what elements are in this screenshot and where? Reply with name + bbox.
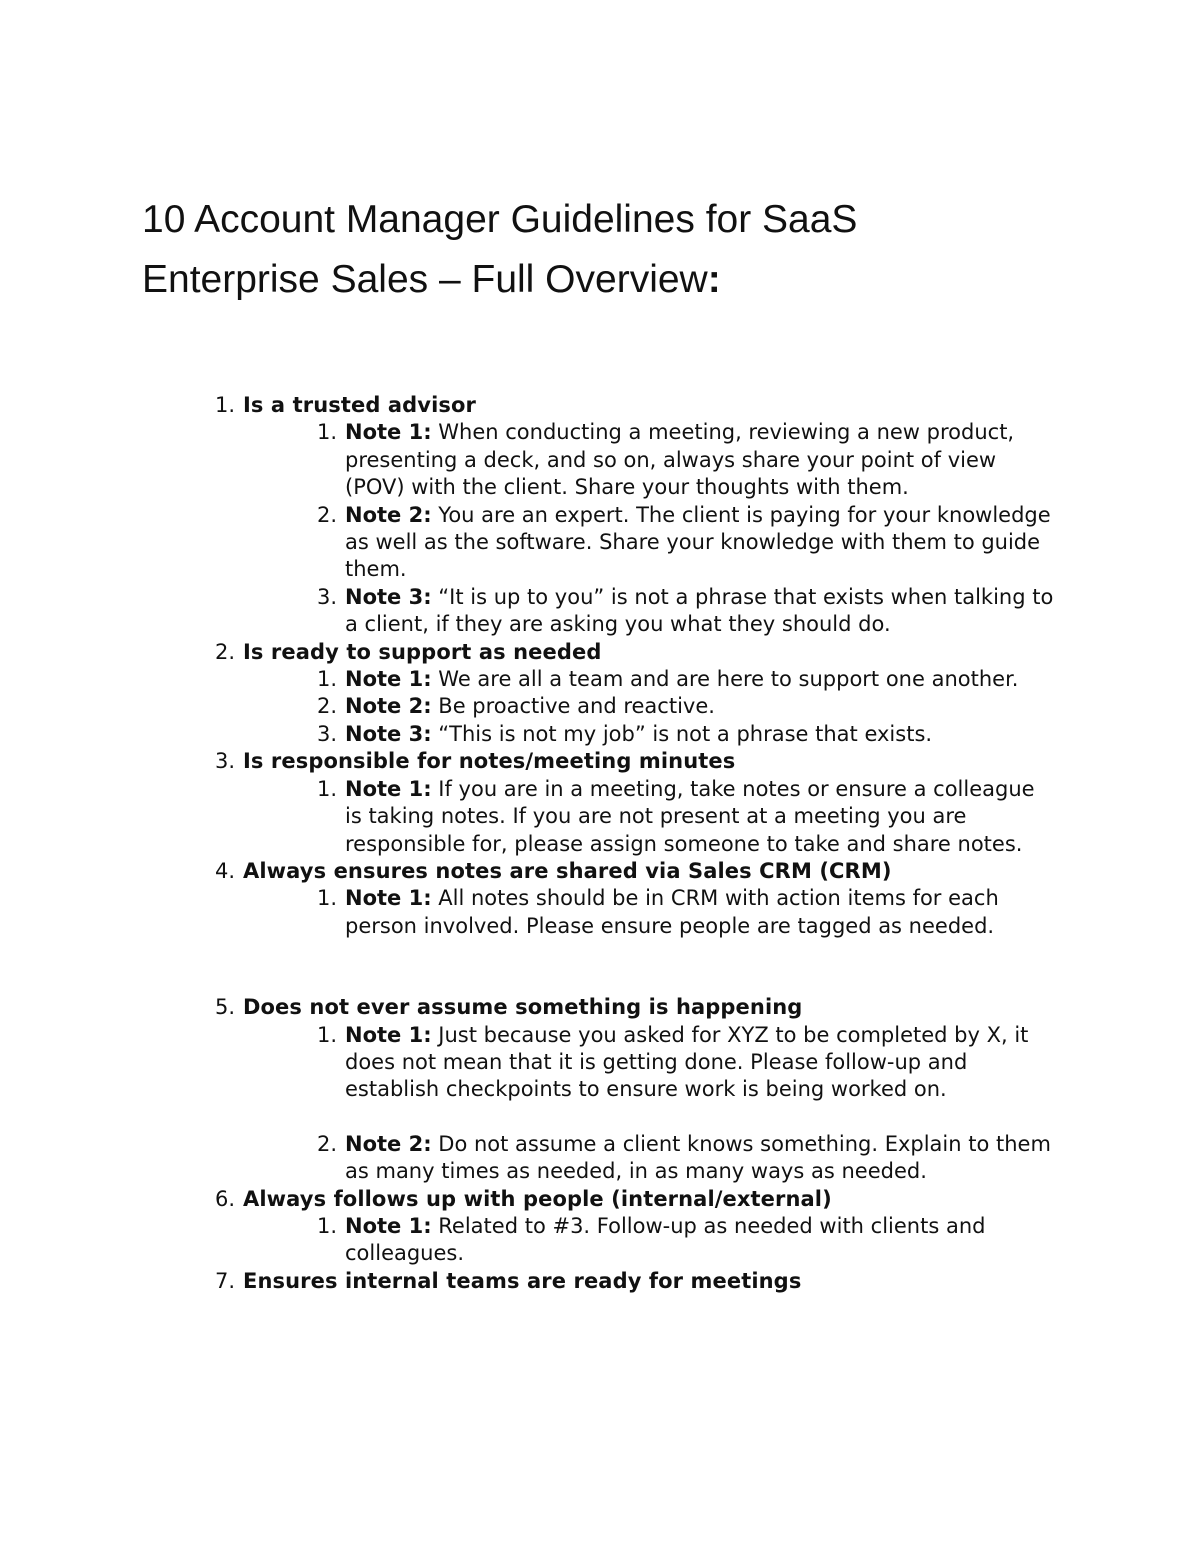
guideline-heading: Ensures internal teams are ready for meetings bbox=[243, 1268, 802, 1293]
note-number: 1. bbox=[316, 776, 337, 801]
guideline-note bbox=[0, 419, 1055, 501]
note-label: Note 1: bbox=[345, 886, 432, 911]
note-number: 2. bbox=[316, 694, 337, 719]
title-line-2: Enterprise Sales – Full Overview bbox=[142, 258, 708, 301]
guideline-item bbox=[0, 748, 1200, 775]
note-text: All notes should be in CRM with action items for each person involved. Please ensure people are tagged as needed. bbox=[345, 886, 999, 938]
note-number: 3. bbox=[316, 721, 337, 746]
guideline-item bbox=[0, 392, 1200, 419]
guideline-note bbox=[0, 776, 1055, 858]
note-label: Note 1: bbox=[345, 1022, 432, 1047]
note-number: 2. bbox=[316, 1131, 337, 1156]
note-label: Note 1: bbox=[345, 1213, 432, 1238]
guideline-number: 2. bbox=[214, 639, 235, 664]
note-label: Note 2: bbox=[345, 694, 432, 719]
note-number: 1. bbox=[316, 667, 337, 692]
guideline-item bbox=[0, 858, 1200, 885]
guideline-heading: Is a trusted advisor bbox=[243, 393, 476, 417]
guideline-note bbox=[0, 693, 1055, 720]
note-label: Note 3: bbox=[345, 721, 432, 746]
note-label: Note 1: bbox=[345, 420, 432, 445]
guideline-note bbox=[0, 1022, 1055, 1104]
note-number: 1. bbox=[316, 1022, 337, 1047]
note-number: 3. bbox=[316, 584, 337, 609]
guideline-note bbox=[0, 885, 1055, 940]
guideline-number: 6. bbox=[214, 1186, 235, 1211]
note-text: Just because you asked for XYZ to be completed by X, it does not mean that it is getting done. Please follow-up and establish checkpoints to ensure work is being worked on. bbox=[345, 1022, 1029, 1102]
guideline-item bbox=[0, 994, 1200, 1021]
guideline-note bbox=[0, 1131, 1055, 1186]
guideline-heading: Is ready to support as needed bbox=[243, 639, 602, 664]
note-text: We are all a team and are here to support one another. bbox=[431, 667, 1019, 692]
note-text: Do not assume a client knows something. Explain to them as many times as needed, in as many ways as needed. bbox=[345, 1131, 1051, 1184]
guideline-item bbox=[0, 1268, 1200, 1295]
guideline-heading: Does not ever assume something is happening bbox=[243, 995, 803, 1020]
guideline-item bbox=[0, 1186, 1200, 1213]
note-label: Note 1: bbox=[345, 776, 432, 801]
note-text: Be proactive and reactive. bbox=[431, 694, 715, 719]
note-label: Note 3: bbox=[345, 584, 432, 609]
guideline-note bbox=[0, 584, 1055, 639]
note-label: Note 2: bbox=[345, 1131, 432, 1156]
note-text: Related to #3. Follow-up as needed with clients and colleagues. bbox=[345, 1213, 986, 1266]
spacer bbox=[0, 1104, 1200, 1131]
note-text: When conducting a meeting, reviewing a new product, presenting a deck, and so on, always share your point of view (POV) with the client. Share your thoughts with them. bbox=[345, 420, 1015, 500]
note-label: Note 1: bbox=[345, 667, 432, 692]
note-text: You are an expert. The client is paying for your knowledge as well as the software. Share your knowledge with them to guide them. bbox=[345, 502, 1051, 582]
guideline-number: 1. bbox=[214, 393, 235, 417]
guideline-item bbox=[0, 639, 1200, 666]
guideline-heading: Always follows up with people (internal/external) bbox=[243, 1186, 832, 1211]
spacer bbox=[0, 940, 1200, 994]
guideline-note bbox=[0, 721, 1055, 748]
note-number: 1. bbox=[316, 420, 337, 445]
title-colon: : bbox=[707, 258, 721, 301]
note-number: 1. bbox=[316, 886, 337, 911]
note-label: Note 2: bbox=[345, 502, 432, 527]
guideline-note bbox=[0, 502, 1055, 584]
guideline-number: 4. bbox=[214, 858, 235, 883]
note-number: 2. bbox=[316, 502, 337, 527]
guideline-note bbox=[0, 1213, 1055, 1268]
guideline-note bbox=[0, 666, 1055, 693]
guideline-heading: Is responsible for notes/meeting minutes bbox=[243, 749, 736, 774]
note-number: 1. bbox=[316, 1213, 337, 1238]
guideline-list bbox=[0, 392, 1200, 1295]
note-text: If you are in a meeting, take notes or ensure a colleague is taking notes. If you are not present at a meeting you are responsible for, please assign someone to take and share notes. bbox=[345, 776, 1035, 856]
note-text: “This is not my job” is not a phrase that exists. bbox=[431, 721, 933, 746]
guideline-number: 7. bbox=[214, 1268, 235, 1293]
document-title bbox=[142, 190, 1102, 310]
guideline-heading: Always ensures notes are shared via Sales CRM (CRM) bbox=[243, 858, 892, 883]
title-line-1: 10 Account Manager Guidelines for SaaS bbox=[142, 198, 858, 241]
guideline-number: 5. bbox=[214, 995, 235, 1020]
note-text: “It is up to you” is not a phrase that exists when talking to a client, if they are asking you what they should do. bbox=[345, 584, 1054, 637]
guideline-number: 3. bbox=[214, 749, 235, 774]
